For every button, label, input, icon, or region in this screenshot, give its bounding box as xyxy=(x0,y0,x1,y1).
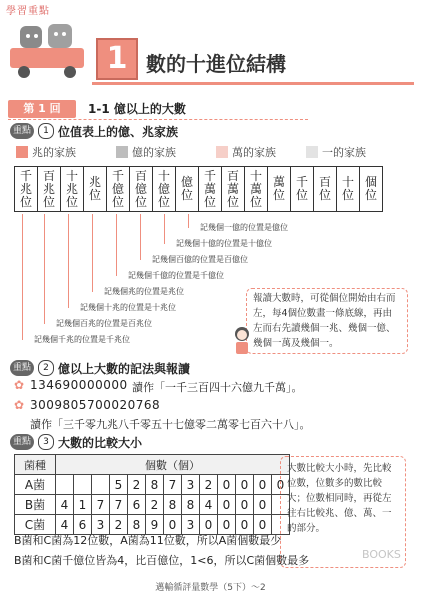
digit-cell: 0 xyxy=(200,515,218,535)
leader-line xyxy=(116,214,117,276)
digit-cell: 7 xyxy=(110,495,128,515)
key-number: 2 xyxy=(38,360,54,376)
digit-cell: 0 xyxy=(254,495,272,515)
digit-cell: 1 xyxy=(74,495,92,515)
compare-tip-box: 大數比較大小時，先比較位數，位數多的數比較大；位數相同時，再從左往右比較兆、億、萬、一的部分。 xyxy=(280,456,406,568)
legend-trillion: 兆的家族 xyxy=(32,146,76,159)
conclusion-line: B菌和C菌為12位數，A菌為11位數，所以A菌個數最少 xyxy=(14,534,282,547)
digit-cell: 0 xyxy=(236,495,254,515)
digit-cell xyxy=(56,475,74,495)
digit-cell: 6 xyxy=(74,515,92,535)
digit-cell: 2 xyxy=(146,495,164,515)
example-reading: 讀作「三千零九兆八千零五十七億零二萬零七百六十八」。 xyxy=(30,418,311,431)
reading-tip-box: 報讀大數時，可從個位開始由右而左，每4個位數畫一條底線，再由左而右先讀幾個一兆、幾個一億、幾個一萬及幾個一。 xyxy=(246,288,408,354)
place-note: 記幾個千兆的位置是千兆位 xyxy=(34,335,130,344)
key-number: 3 xyxy=(38,434,54,450)
digit-cell: 0 xyxy=(218,475,236,495)
row-label: B菌 xyxy=(15,495,56,515)
digit-cell: 0 xyxy=(254,475,272,495)
place-note: 記幾個十億的位置是十億位 xyxy=(176,239,272,248)
digit-cell: 0 xyxy=(236,515,254,535)
legend-swatch-one xyxy=(306,146,318,158)
page-footer: 邁輸循評量數學（5下）～2 xyxy=(155,583,266,593)
section-tag: 第 1 回 xyxy=(8,100,76,118)
key-badge: 重點 xyxy=(10,123,34,139)
place-value-cell: 十位 xyxy=(337,167,360,212)
place-value-cell: 個位 xyxy=(360,167,383,212)
place-value-cell: 百位 xyxy=(314,167,337,212)
legend-swatch-ten-thousand xyxy=(216,146,228,158)
place-value-cell: 十萬位 xyxy=(245,167,268,212)
section-title: 1-1 億以上的大數 xyxy=(88,102,186,116)
place-value-cell: 十兆位 xyxy=(61,167,84,212)
place-value-cell: 百萬位 xyxy=(222,167,245,212)
digit-cell: 4 xyxy=(200,495,218,515)
digit-cell: 4 xyxy=(56,495,74,515)
place-value-table xyxy=(14,166,383,212)
digit-cell: 8 xyxy=(182,495,200,515)
legend-one: 一的家族 xyxy=(322,146,366,159)
place-note: 記幾個一億的位置是億位 xyxy=(200,223,288,232)
place-note: 記幾個十兆的位置是十兆位 xyxy=(80,303,176,312)
example-number: 134690000000 xyxy=(30,378,128,392)
leader-line xyxy=(68,214,69,308)
key-title: 位值表上的億、兆家族 xyxy=(58,125,179,139)
legend-swatch-trillion xyxy=(16,146,28,158)
table-row xyxy=(15,495,290,515)
legend-hundred-million: 億的家族 xyxy=(132,146,176,159)
place-value-cell: 百億位 xyxy=(130,167,153,212)
place-value-cell: 千億位 xyxy=(107,167,130,212)
legend-ten-thousand: 萬的家族 xyxy=(232,146,276,159)
digit-cell: 8 xyxy=(128,515,146,535)
key-title: 大數的比較大小 xyxy=(58,436,143,450)
place-value-cell: 億位 xyxy=(176,167,199,212)
leader-line xyxy=(92,214,93,292)
place-note: 記幾個百兆的位置是百兆位 xyxy=(56,319,152,328)
row-label: A菌 xyxy=(15,475,56,495)
flower-bullet-icon: ✿ xyxy=(14,378,25,392)
digit-cell: 0 xyxy=(218,515,236,535)
digit-cell: 8 xyxy=(164,495,182,515)
place-value-cell: 千位 xyxy=(291,167,314,212)
place-note: 記幾個百億的位置是百億位 xyxy=(152,255,248,264)
place-note: 記幾個兆的位置是兆位 xyxy=(104,287,184,296)
digit-cell: 0 xyxy=(164,515,182,535)
digit-cell: 3 xyxy=(92,515,110,535)
flower-bullet-icon: ✿ xyxy=(14,398,25,412)
digit-cell: 0 xyxy=(236,475,254,495)
chapter-number: 1 xyxy=(96,38,138,80)
digit-cell: 6 xyxy=(128,495,146,515)
digit-cell: 9 xyxy=(146,515,164,535)
digit-cell: 5 xyxy=(110,475,128,495)
place-value-cell: 十億位 xyxy=(153,167,176,212)
header-divider xyxy=(92,82,414,85)
bacteria-compare-table xyxy=(14,454,290,535)
leader-line xyxy=(188,214,189,228)
digit-cell: 2 xyxy=(110,515,128,535)
table-header-cell: 個數（個） xyxy=(56,455,290,475)
example-number: 3009805700020768 xyxy=(30,398,161,412)
mascot-cart-illustration xyxy=(6,18,88,80)
digit-cell: 3 xyxy=(182,475,200,495)
digit-cell xyxy=(74,475,92,495)
example-reading: 讀作「一千三百四十六億九千萬」。 xyxy=(132,381,303,394)
key-number: 1 xyxy=(38,123,54,139)
digit-cell: 8 xyxy=(146,475,164,495)
key-badge: 重點 xyxy=(10,434,34,450)
row-label: C菌 xyxy=(15,515,56,535)
place-value-cell: 兆位 xyxy=(84,167,107,212)
key-badge: 重點 xyxy=(10,360,34,376)
place-value-cell: 千兆位 xyxy=(15,167,38,212)
digit-cell: 3 xyxy=(182,515,200,535)
section-divider xyxy=(8,119,308,120)
chapter-title: 數的十進位結構 xyxy=(146,52,286,76)
digit-cell: 0 xyxy=(254,515,272,535)
key-title: 億以上大數的記法與報讀 xyxy=(58,362,191,376)
digit-cell: 4 xyxy=(56,515,74,535)
place-value-cell: 千萬位 xyxy=(199,167,222,212)
digit-cell: 0 xyxy=(218,495,236,515)
legend-swatch-hundred-million xyxy=(116,146,128,158)
digit-cell: 0 xyxy=(272,475,290,495)
digit-cell: 7 xyxy=(92,495,110,515)
place-value-cell: 萬位 xyxy=(268,167,291,212)
learning-focus-label: 學習重點 xyxy=(6,6,50,17)
leader-line xyxy=(140,214,141,260)
place-note: 記幾個千億的位置是千億位 xyxy=(128,271,224,280)
digit-cell: 2 xyxy=(128,475,146,495)
digit-cell: 7 xyxy=(164,475,182,495)
conclusion-line: B菌和C菌千億位皆為4，比百億位，1<6，所以C菌個數最多 xyxy=(14,554,310,567)
digit-cell: 2 xyxy=(200,475,218,495)
leader-line xyxy=(164,214,165,244)
leader-line xyxy=(44,214,45,324)
teacher-icon xyxy=(232,326,252,356)
place-value-cell: 百兆位 xyxy=(38,167,61,212)
table-row xyxy=(15,475,290,495)
leader-line xyxy=(22,214,23,340)
watermark: BOOKS xyxy=(362,548,401,561)
table-header-cell: 菌種 xyxy=(15,455,56,475)
digit-cell xyxy=(92,475,110,495)
